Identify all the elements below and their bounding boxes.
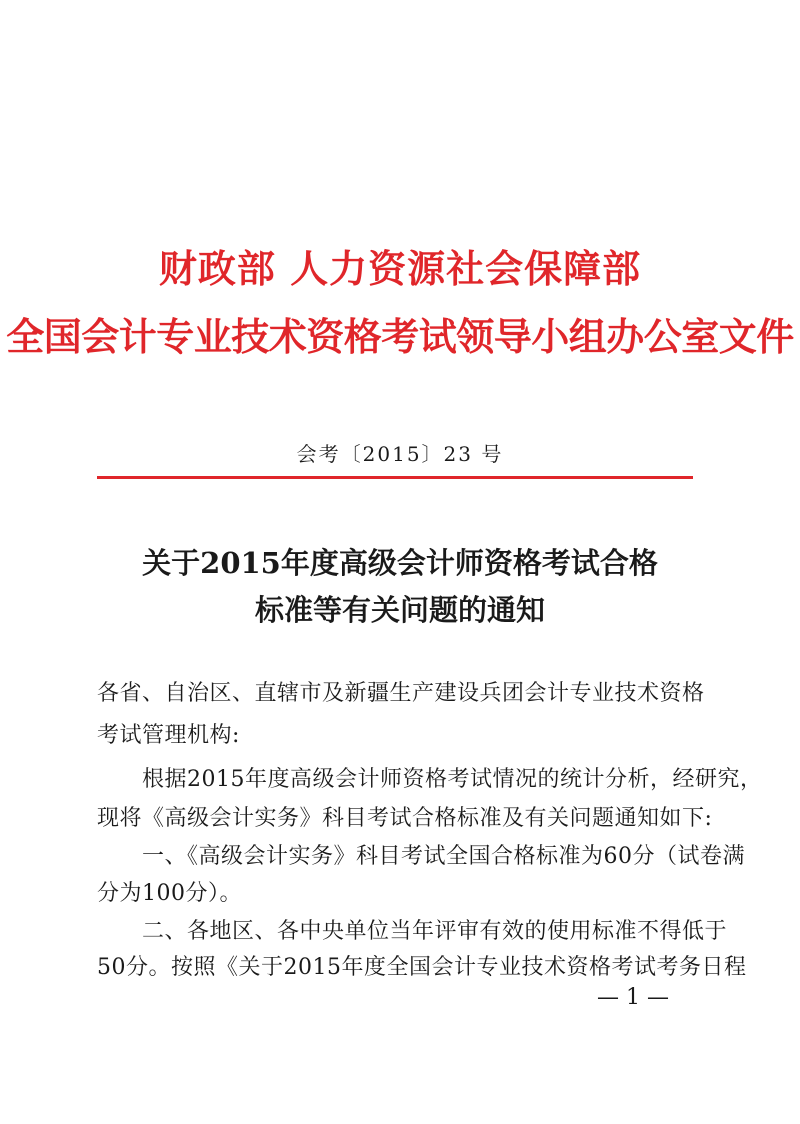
notice-title-line-2: 标准等有关问题的通知 (254, 593, 545, 627)
red-divider (97, 476, 693, 479)
letterhead-line-1: 财政部 人力资源社会保障部 (158, 247, 642, 291)
body-line: 考试管理机构: (97, 723, 240, 748)
page-number: — 1 — (597, 985, 669, 1010)
body-line: 一、《高级会计实务》科目考试全国合格标准为60分（试卷满 (97, 844, 745, 869)
letterhead-line-2: 全国会计专业技术资格考试领导小组办公室文件 (6, 315, 794, 359)
body-line: 现将《高级会计实务》科目考试合格标准及有关问题通知如下: (97, 806, 713, 831)
notice-title-line-1: 关于2015年度高级会计师资格考试合格 (142, 546, 658, 580)
body-line: 二、各地区、各中央单位当年评审有效的使用标准不得低于 (97, 919, 728, 944)
document-number: 会考〔2015〕23 号 (296, 442, 504, 466)
body-line: 根据2015年度高级会计师资格考试情况的统计分析，经研究， (97, 767, 763, 792)
body-line: 各省、自治区、直辖市及新疆生产建设兵团会计专业技术资格 (97, 681, 705, 706)
body-line: 50分。按照《关于2015年度全国会计专业技术资格考试考务日程 (97, 955, 747, 980)
body-line: 分为100分）。 (97, 881, 242, 906)
